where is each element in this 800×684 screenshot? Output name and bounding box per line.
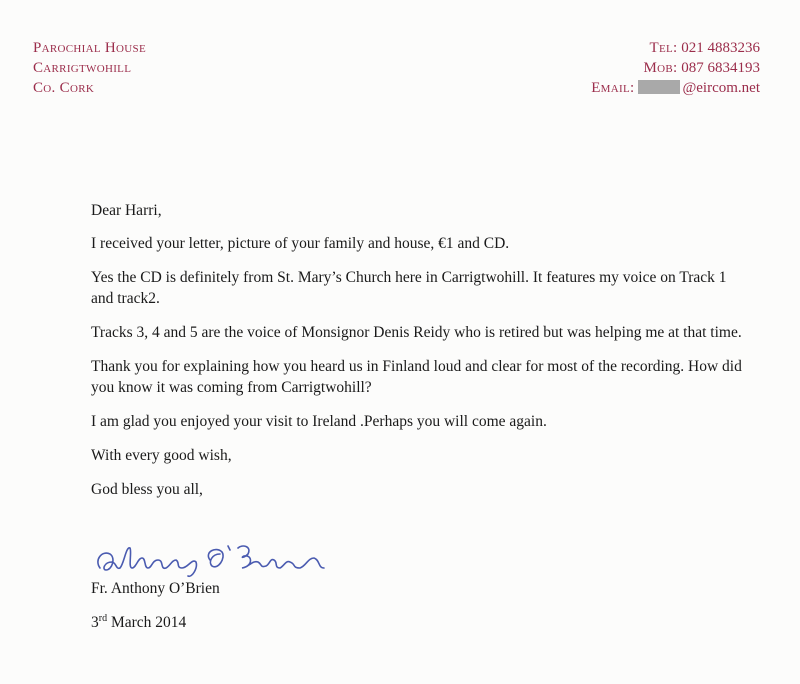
letter-body <box>91 200 751 513</box>
email-value: @eircom.net <box>682 80 760 96</box>
mobile-line <box>591 58 760 78</box>
mob-label: Mob: <box>643 60 678 76</box>
date-suffix: rd <box>98 613 108 624</box>
date-day: 3 <box>91 614 99 631</box>
date-rest: March 2014 <box>107 614 187 631</box>
closing-wish: With every good wish, <box>91 447 232 464</box>
letterhead <box>0 0 800 110</box>
tel-value: 021 4883236 <box>681 40 760 56</box>
tel-label: Tel: <box>649 40 678 56</box>
signer-name: Fr. Anthony O’Brien <box>91 580 220 597</box>
signature-text: Anthony O'Brien <box>92 540 99 541</box>
address-line-2: Carrigtwohill <box>33 60 132 76</box>
mob-value: 087 6834193 <box>681 60 760 76</box>
redaction-block <box>638 80 680 94</box>
paragraph-thanks: Thank you for explaining how you heard us in Finland loud and clear for most of the recording. How did you know it was coming from Carrigtwohill? <box>91 358 742 396</box>
letter-date <box>91 614 186 632</box>
paragraph-received: I received your letter, picture of your family and house, €1 and CD. <box>91 235 510 252</box>
closing-blessing: God bless you all, <box>91 481 203 498</box>
paragraph-tracks: Tracks 3, 4 and 5 are the voice of Monsignor Denis Reidy who is retired but was helping me at that time. <box>91 324 742 341</box>
email-line <box>591 78 760 98</box>
paragraph-cd: Yes the CD is definitely from St. Mary’s Church here in Carrigtwohill. It features my voice on Track 1 and track2. <box>91 269 727 307</box>
salutation: Dear Harri, <box>91 202 162 219</box>
address-line-1: Parochial House <box>33 40 146 56</box>
paragraph-visit: I am glad you enjoyed your visit to Ireland .Perhaps you will come again. <box>91 413 547 430</box>
sender-address <box>33 38 146 98</box>
telephone-line <box>591 38 760 58</box>
address-line-3: Co. Cork <box>33 80 95 96</box>
email-label: Email: <box>591 80 635 96</box>
handwritten-signature <box>92 540 342 582</box>
contact-details <box>591 38 760 98</box>
